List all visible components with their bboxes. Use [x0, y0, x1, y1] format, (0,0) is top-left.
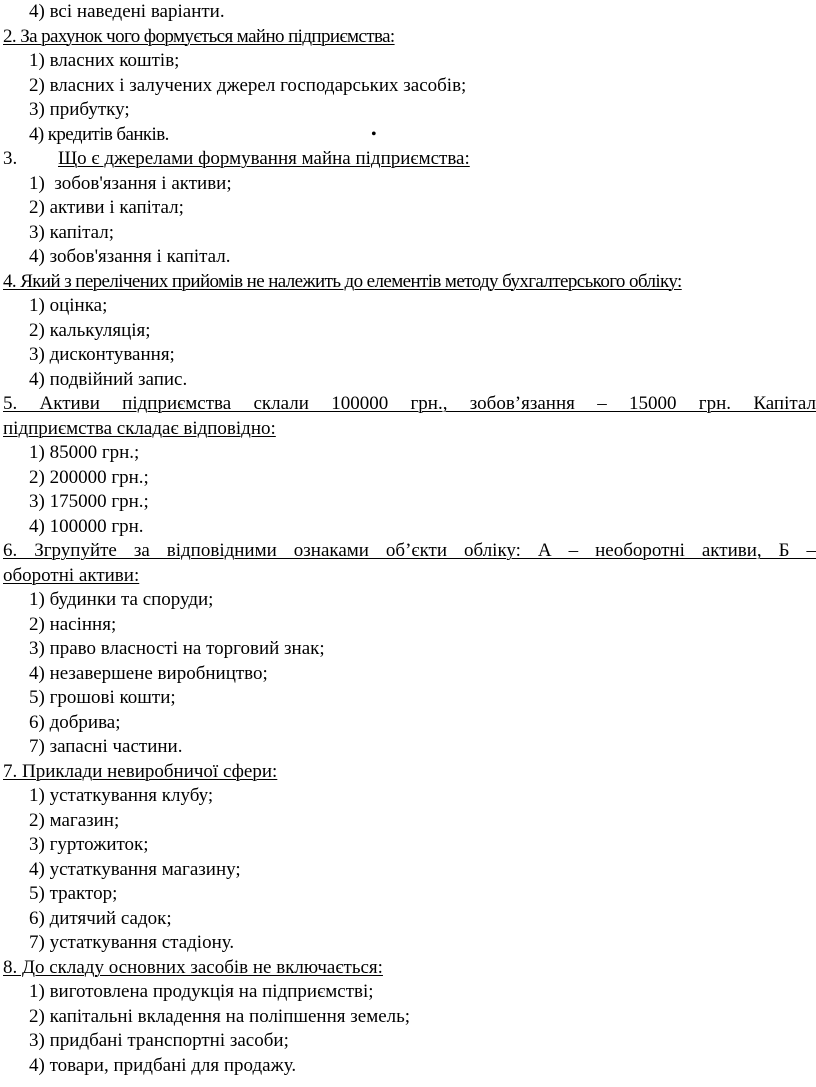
q6-option-6: 6) добрива;	[29, 711, 121, 733]
question-5-text-2: підприємства складає відповідно:	[3, 417, 276, 439]
question-2-text: 2. За рахунок чого формується майно підприємства:	[3, 25, 395, 47]
question-5-text-1: 5. Активи підприємства склали 100000 грн., зобов’язання – 15000 грн. Капітал	[3, 393, 816, 414]
question-4-title	[0, 270, 816, 295]
question-7-text: 7. Приклади невиробничої сфери:	[3, 760, 278, 782]
q2-option-4-row	[0, 123, 816, 148]
question-5-title-line-2	[0, 417, 816, 442]
q3-option-1: 1) зобов'язання і активи;	[29, 172, 232, 194]
q6-option-3: 3) право власності на торговий знак;	[29, 638, 325, 659]
q6-option-7: 7) запасні частини.	[29, 736, 183, 757]
q7-option-7: 7) устаткування стадіону.	[29, 932, 235, 953]
question-7-title	[0, 760, 816, 785]
q2-option-2: 2) власних і залучених джерел господарських засобів;	[29, 74, 467, 96]
q6-option-4: 4) незавершене виробництво;	[29, 662, 268, 684]
question-6-title-line-1	[0, 539, 816, 564]
q5-option-4: 4) 100000 грн.	[29, 515, 144, 537]
q3-option-3: 3) капітал;	[29, 221, 115, 243]
question-3-title	[0, 147, 816, 172]
q3-option-2: 2) активи і капітал;	[29, 197, 184, 218]
q1-option-4: 4) всі наведені варіанти.	[29, 1, 225, 22]
q6-option-2: 2) насіння;	[29, 613, 117, 635]
q4-option-1: 1) оцінка;	[29, 295, 108, 316]
q4-option-2: 2) калькуляція;	[29, 319, 151, 341]
question-6-text-2: оборотні активи:	[3, 564, 140, 586]
q2-option-1: 1) власних коштів;	[29, 50, 180, 71]
question-3-text: Що є джерелами формування майна підприємства:	[58, 148, 470, 169]
q7-option-3: 3) гуртожиток;	[29, 834, 149, 855]
q5-option-2: 2) 200000 грн.;	[29, 466, 149, 488]
question-3-underlined	[3, 148, 470, 169]
q6-option-1: 1) будинки та споруди;	[29, 589, 214, 610]
q7-option-1: 1) устаткування клубу;	[29, 785, 214, 806]
q5-option-1: 1) 85000 грн.;	[29, 442, 140, 463]
q3-option-4: 4) зобов'язання і капітал.	[29, 246, 231, 267]
q8-option-2: 2) капітальні вкладення на поліпшення земель;	[29, 1005, 411, 1027]
question-8-title	[0, 956, 816, 981]
q7-option-4: 4) устаткування магазину;	[29, 858, 241, 880]
q7-option-5: 5) трактор;	[29, 883, 118, 904]
q8-option-3: 3) придбані транспортні засоби;	[29, 1030, 289, 1051]
q8-option-1: 1) виготовлена продукція на підприємстві;	[29, 981, 374, 1002]
q4-option-4: 4) подвійний запис.	[29, 368, 188, 390]
question-3-number: 3.	[3, 148, 18, 169]
question-5-title-line-1	[0, 392, 816, 417]
q7-option-2: 2) магазин;	[29, 809, 120, 831]
question-2-title	[0, 25, 816, 50]
q5-option-3: 3) 175000 грн.;	[29, 491, 149, 512]
question-6-title-line-2	[0, 564, 816, 589]
q7-option-6: 6) дитячий садок;	[29, 907, 172, 929]
question-4-text: 4. Який з перелічених прийомів не належить до елементів методу бухгалтерського обліку:	[3, 270, 682, 292]
q8-option-4: 4) товари, придбані для продажу.	[29, 1054, 297, 1076]
question-6-text-1: 6. Згрупуйте за відповідними ознаками об’єкти обліку: А – необоротні активи, Б –	[3, 540, 816, 561]
q2-option-4: 4) кредитів банків.	[29, 123, 169, 145]
q6-option-5: 5) грошові кошти;	[29, 687, 176, 708]
bullet-mark: •	[371, 125, 377, 143]
q4-option-3: 3) дисконтування;	[29, 344, 175, 365]
q2-option-3: 3) прибутку;	[29, 99, 130, 120]
question-8-text: 8. До складу основних засобів не включається:	[3, 956, 383, 978]
